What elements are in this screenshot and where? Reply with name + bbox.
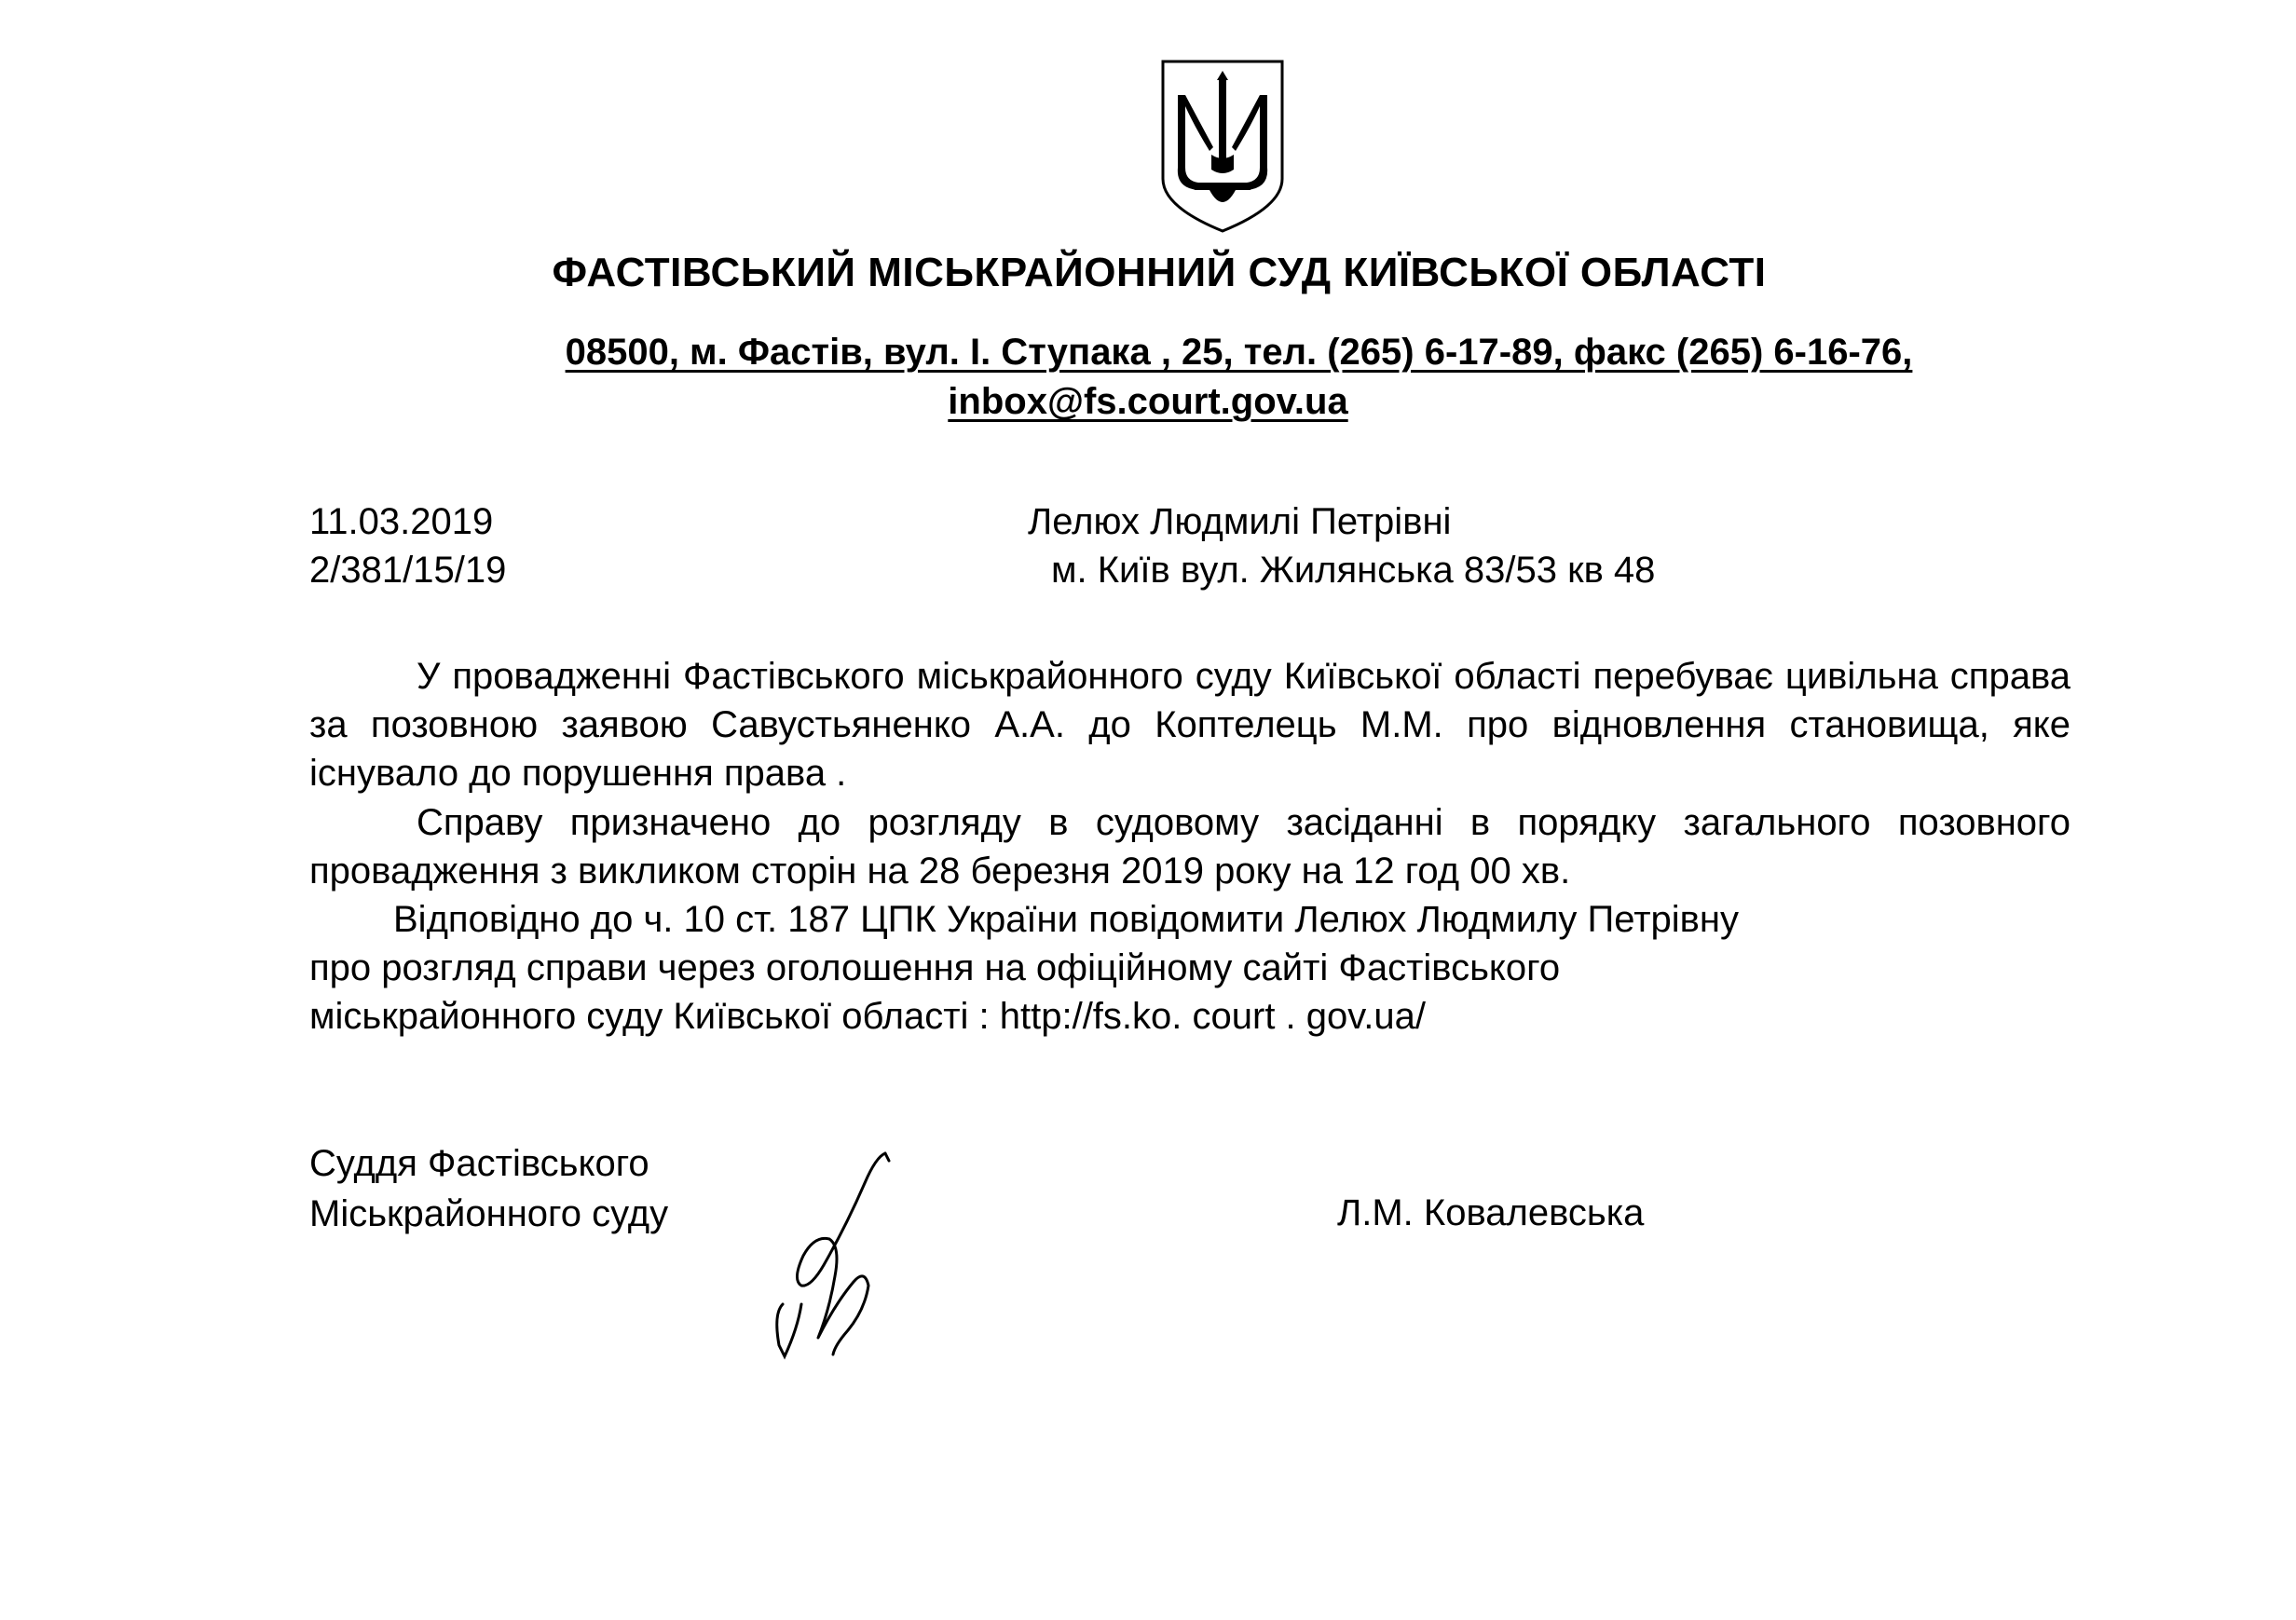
notice-paragraph-3-line-3: міськрайонного суду Київської області : http://fs.ko. court . gov.ua/ bbox=[309, 996, 1427, 1037]
document-date: 11.03.2019 bbox=[309, 501, 494, 542]
judge-title bbox=[309, 1138, 668, 1239]
court-address-text: 08500, м. Фастів, вул. І. Ступака , 25, тел. (265) 6-17-89, факс (265) 6-16-76, bbox=[565, 332, 1913, 373]
judge-title-line-1: Суддя Фастівського bbox=[309, 1143, 649, 1184]
recipient-name: Лелюх Людмилі Петрівні bbox=[1028, 501, 1452, 542]
court-email-line bbox=[0, 381, 2296, 423]
handwritten-signature-icon bbox=[745, 1146, 904, 1360]
trident-emblem-icon bbox=[1157, 58, 1288, 235]
court-address bbox=[0, 332, 2296, 374]
recipient-address: м. Київ вул. Жилянська 83/53 кв 48 bbox=[1051, 550, 1656, 591]
court-name-heading: ФАСТІВСЬКИЙ МІСЬКРАЙОННИЙ СУД КИЇВСЬКОЇ ОБЛАСТІ bbox=[552, 250, 1767, 295]
notice-paragraph-2: Справу призначено до розгляду в судовому засіданні в порядку загального позовного провадження з викликом сторін на 28 березня 2019 року на 12 год 00 хв. bbox=[309, 802, 2070, 892]
case-number: 2/381/15/19 bbox=[309, 550, 507, 591]
notice-paragraph-1: У провадженні Фастівського міськрайонного суду Київської області перебуває цивільна справа за позовною заявою Савустьяненко А.А. до Коптелець М.М. про відновлення становища, яке існувало до порушення права . bbox=[309, 656, 2070, 794]
notice-paragraph-3-line-1: Відповідно до ч. 10 ст. 187 ЦПК України повідомити Лелюх Людмилу Петрівну bbox=[393, 899, 1739, 940]
judge-name: Л.М. Ковалевська bbox=[1337, 1192, 1645, 1233]
notice-paragraph-3 bbox=[309, 895, 2070, 1041]
judge-title-line-2: Міськрайонного суду bbox=[309, 1193, 669, 1234]
notice-paragraph-3-line-2: про розгляд справи через оголошення на офіційному сайті Фастівського bbox=[309, 947, 1561, 988]
court-email: inbox@fs.court.gov.ua bbox=[948, 381, 1348, 422]
